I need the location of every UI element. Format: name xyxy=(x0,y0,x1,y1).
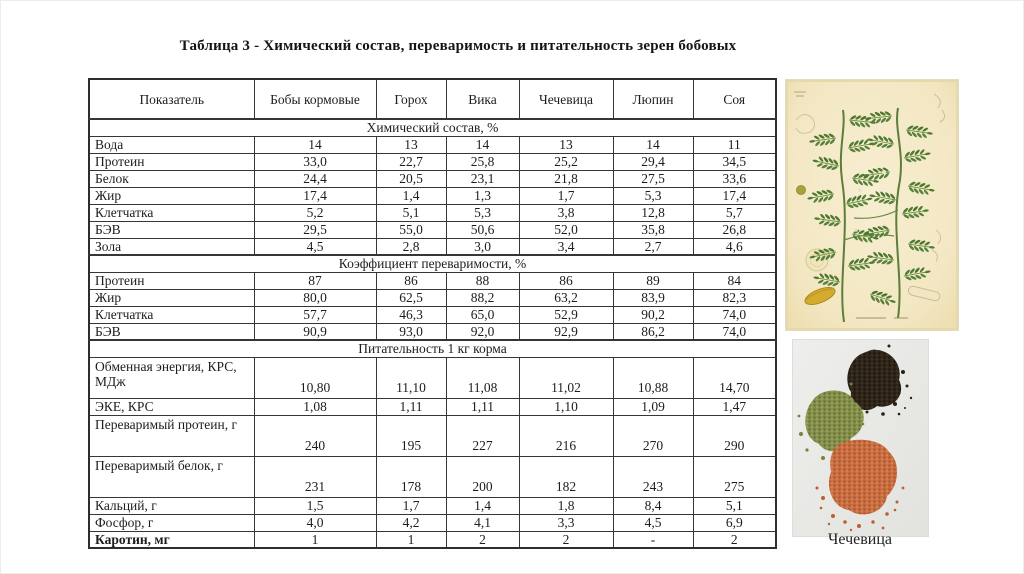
cell-value: 1,8 xyxy=(519,497,613,514)
table-row xyxy=(89,221,776,238)
cell-value: 89 xyxy=(613,272,693,289)
cell-value: 1,09 xyxy=(613,398,693,415)
cell-value: 4,1 xyxy=(446,514,519,531)
row-label: Обменная энергия, КРС, МДж xyxy=(89,357,254,398)
cell-value: 1,47 xyxy=(693,398,776,415)
cell-value: 8,4 xyxy=(613,497,693,514)
row-label: БЭВ xyxy=(89,323,254,340)
row-label: Клетчатка xyxy=(89,204,254,221)
table-row xyxy=(89,415,776,456)
cell-value: 27,5 xyxy=(613,170,693,187)
cell-value: 62,5 xyxy=(376,289,446,306)
row-label: Фосфор, г xyxy=(89,514,254,531)
cell-value: 86,2 xyxy=(613,323,693,340)
botanical-illustration xyxy=(786,80,958,330)
cell-value: 5,1 xyxy=(376,204,446,221)
cell-value: 270 xyxy=(613,415,693,456)
table-row xyxy=(89,306,776,323)
table-row xyxy=(89,136,776,153)
table-row xyxy=(89,497,776,514)
cell-value: 1,4 xyxy=(376,187,446,204)
table-row xyxy=(89,323,776,340)
section-row xyxy=(89,255,776,272)
cell-value: 4,2 xyxy=(376,514,446,531)
cell-value: 33,0 xyxy=(254,153,376,170)
table-row xyxy=(89,238,776,255)
cell-value: 92,9 xyxy=(519,323,613,340)
cell-value: 82,3 xyxy=(693,289,776,306)
cell-value: 74,0 xyxy=(693,323,776,340)
row-label: Жир xyxy=(89,187,254,204)
cell-value: 227 xyxy=(446,415,519,456)
section-row xyxy=(89,340,776,357)
cell-value: 1 xyxy=(254,531,376,548)
cell-value: 22,7 xyxy=(376,153,446,170)
cell-value: 10,80 xyxy=(254,357,376,398)
cell-value: 25,2 xyxy=(519,153,613,170)
cell-value: 11,10 xyxy=(376,357,446,398)
table-row xyxy=(89,357,776,398)
cell-value: 1,3 xyxy=(446,187,519,204)
cell-value: 50,6 xyxy=(446,221,519,238)
cell-value: 11 xyxy=(693,136,776,153)
cell-value: 13 xyxy=(519,136,613,153)
row-label: Зола xyxy=(89,238,254,255)
table-row xyxy=(89,153,776,170)
cell-value: 17,4 xyxy=(693,187,776,204)
cell-value: 5,1 xyxy=(693,497,776,514)
cell-value: 240 xyxy=(254,415,376,456)
cell-value: 14 xyxy=(446,136,519,153)
cell-value: 25,8 xyxy=(446,153,519,170)
cell-value: 74,0 xyxy=(693,306,776,323)
cell-value: 5,3 xyxy=(446,204,519,221)
cell-value: 52,0 xyxy=(519,221,613,238)
cell-value: 86 xyxy=(376,272,446,289)
cell-value: 1 xyxy=(376,531,446,548)
cell-value: 1,11 xyxy=(446,398,519,415)
cell-value: 2 xyxy=(693,531,776,548)
cell-value: 231 xyxy=(254,456,376,497)
cell-value: 290 xyxy=(693,415,776,456)
seed-detail xyxy=(797,186,806,195)
cell-value: 178 xyxy=(376,456,446,497)
row-label: Вода xyxy=(89,136,254,153)
cell-value: 14 xyxy=(254,136,376,153)
cell-value: 1,08 xyxy=(254,398,376,415)
lentils-photo xyxy=(793,340,928,536)
cell-value: 33,6 xyxy=(693,170,776,187)
cell-value: 4,6 xyxy=(693,238,776,255)
cell-value: 90,2 xyxy=(613,306,693,323)
cell-value: 6,9 xyxy=(693,514,776,531)
cell-value: 23,1 xyxy=(446,170,519,187)
cell-value: 275 xyxy=(693,456,776,497)
column-header: Бобы кормовые xyxy=(254,79,376,119)
cell-value: 46,3 xyxy=(376,306,446,323)
cell-value: 21,8 xyxy=(519,170,613,187)
cell-value: 4,0 xyxy=(254,514,376,531)
table-row xyxy=(89,204,776,221)
cell-value: 1,7 xyxy=(519,187,613,204)
cell-value: 92,0 xyxy=(446,323,519,340)
cell-value: 2 xyxy=(519,531,613,548)
cell-value: 93,0 xyxy=(376,323,446,340)
section-header: Питательность 1 кг корма xyxy=(89,340,776,357)
cell-value: 12,8 xyxy=(613,204,693,221)
row-label: Кальций, г xyxy=(89,497,254,514)
cell-value: 90,9 xyxy=(254,323,376,340)
cell-value: 52,9 xyxy=(519,306,613,323)
cell-value: 29,4 xyxy=(613,153,693,170)
cell-value: 11,08 xyxy=(446,357,519,398)
section-header: Химический состав, % xyxy=(89,119,776,136)
cell-value: 200 xyxy=(446,456,519,497)
cell-value: 86 xyxy=(519,272,613,289)
cell-value: 4,5 xyxy=(613,514,693,531)
cell-value: 195 xyxy=(376,415,446,456)
row-label: БЭВ xyxy=(89,221,254,238)
table-row xyxy=(89,289,776,306)
table-title: Таблица 3 - Химический состав, переваримость и питательность зерен бобовых xyxy=(179,38,737,54)
cell-value: 182 xyxy=(519,456,613,497)
table-row xyxy=(89,398,776,415)
row-label: ЭКЕ, КРС xyxy=(89,398,254,415)
lentil-plant-plate-drawing xyxy=(786,80,958,330)
cell-value: 35,8 xyxy=(613,221,693,238)
cell-value: 3,4 xyxy=(519,238,613,255)
cell-value: 1,5 xyxy=(254,497,376,514)
cell-value: 10,88 xyxy=(613,357,693,398)
nutrition-table xyxy=(88,78,777,549)
cell-value: 243 xyxy=(613,456,693,497)
cell-value: 20,5 xyxy=(376,170,446,187)
table-row xyxy=(89,514,776,531)
row-label: Протеин xyxy=(89,272,254,289)
row-label: Клетчатка xyxy=(89,306,254,323)
cell-value: 11,02 xyxy=(519,357,613,398)
cell-value: 1,4 xyxy=(446,497,519,514)
cell-value: 2,7 xyxy=(613,238,693,255)
cell-value: 3,8 xyxy=(519,204,613,221)
cell-value: 1,11 xyxy=(376,398,446,415)
section-header: Коэффициент переваримости, % xyxy=(89,255,776,272)
cell-value: 65,0 xyxy=(446,306,519,323)
cell-value: 3,0 xyxy=(446,238,519,255)
photo-caption: Чечевица xyxy=(827,531,893,548)
section-row xyxy=(89,119,776,136)
cell-value: 2 xyxy=(446,531,519,548)
cell-value: 55,0 xyxy=(376,221,446,238)
cell-value: 88,2 xyxy=(446,289,519,306)
cell-value: 3,3 xyxy=(519,514,613,531)
table-header-row xyxy=(89,79,776,119)
cell-value: 13 xyxy=(376,136,446,153)
cell-value: 5,2 xyxy=(254,204,376,221)
cell-value: 1,7 xyxy=(376,497,446,514)
cell-value: 17,4 xyxy=(254,187,376,204)
cell-value: 5,3 xyxy=(613,187,693,204)
cell-value: 83,9 xyxy=(613,289,693,306)
cell-value: - xyxy=(613,531,693,548)
lentil-piles-image xyxy=(793,340,928,536)
cell-value: 14,70 xyxy=(693,357,776,398)
table-row xyxy=(89,187,776,204)
column-header: Соя xyxy=(693,79,776,119)
cell-value: 63,2 xyxy=(519,289,613,306)
table-row xyxy=(89,531,776,548)
cell-value: 24,4 xyxy=(254,170,376,187)
table-row xyxy=(89,456,776,497)
column-header: Горох xyxy=(376,79,446,119)
cell-value: 57,7 xyxy=(254,306,376,323)
table-row xyxy=(89,272,776,289)
row-label: Каротин, мг xyxy=(89,531,254,548)
cell-value: 1,10 xyxy=(519,398,613,415)
cell-value: 4,5 xyxy=(254,238,376,255)
cell-value: 88 xyxy=(446,272,519,289)
cell-value: 26,8 xyxy=(693,221,776,238)
row-label: Протеин xyxy=(89,153,254,170)
row-label: Переваримый белок, г xyxy=(89,456,254,497)
column-header: Люпин xyxy=(613,79,693,119)
column-header: Показатель xyxy=(89,79,254,119)
row-label: Белок xyxy=(89,170,254,187)
row-label: Переваримый протеин, г xyxy=(89,415,254,456)
cell-value: 29,5 xyxy=(254,221,376,238)
row-label: Жир xyxy=(89,289,254,306)
column-header: Чечевица xyxy=(519,79,613,119)
table-row xyxy=(89,170,776,187)
cell-value: 87 xyxy=(254,272,376,289)
cell-value: 5,7 xyxy=(693,204,776,221)
cell-value: 14 xyxy=(613,136,693,153)
cell-value: 34,5 xyxy=(693,153,776,170)
cell-value: 2,8 xyxy=(376,238,446,255)
cell-value: 84 xyxy=(693,272,776,289)
column-header: Вика xyxy=(446,79,519,119)
cell-value: 216 xyxy=(519,415,613,456)
cell-value: 80,0 xyxy=(254,289,376,306)
